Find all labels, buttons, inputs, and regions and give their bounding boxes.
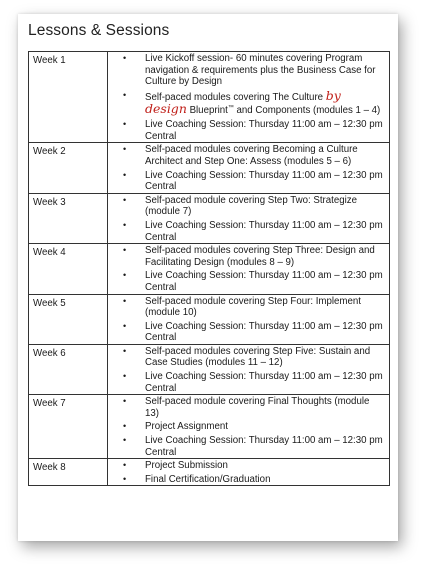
session-list: [108, 143, 389, 192]
bullet-icon: •: [123, 435, 127, 446]
week-content: [108, 244, 390, 294]
list-item: [123, 169, 385, 193]
list-item: [123, 473, 385, 486]
list-item: [123, 144, 385, 167]
week-label: Week 2: [29, 143, 108, 193]
item-text: Live Coaching Session: Thursday 11:00 am – 12:30 pm Central: [145, 435, 383, 458]
item-text: Self-paced modules covering Step Five: Sustain and Case Studies (modules 11 – 12): [145, 345, 371, 369]
lessons-table: [28, 51, 390, 486]
list-item: [123, 245, 385, 268]
week-label: Week 7: [29, 395, 108, 459]
table-row: [29, 193, 390, 243]
list-item: [123, 435, 385, 458]
bullet-icon: •: [123, 245, 127, 256]
bullet-icon: •: [123, 421, 127, 432]
session-list: [108, 52, 389, 142]
list-item: [123, 194, 385, 218]
session-list: [108, 459, 389, 485]
list-item: [123, 119, 385, 142]
week-content: [108, 193, 390, 243]
bullet-icon: •: [123, 270, 127, 281]
item-text: Live Coaching Session: Thursday 11:00 am – 12:30 pm Central: [145, 270, 383, 293]
session-list: [108, 244, 389, 293]
week-label: Week 8: [29, 459, 108, 486]
item-text: Self-paced module covering Step Four: Implement (module 10): [145, 295, 361, 319]
bullet-icon: •: [123, 89, 127, 100]
item-text: Live Coaching Session: Thursday 11:00 am – 12:30 pm Central: [145, 320, 383, 344]
list-item: [123, 421, 385, 433]
week-content: [108, 143, 390, 193]
item-text: and Components (modules 1 – 4): [233, 105, 381, 117]
bullet-icon: •: [123, 320, 127, 331]
item-text: Self-paced module covering Final Thoughts (module 13): [145, 396, 370, 419]
list-item: [123, 371, 385, 394]
bullet-icon: •: [123, 169, 127, 180]
list-item: [123, 295, 385, 319]
item-text: Live Coaching Session: Thursday 11:00 am – 12:30 pm Central: [145, 219, 383, 243]
week-label: Week 3: [29, 193, 108, 243]
item-text: Self-paced modules covering Becoming a Culture Architect and Step One: Assess (modules 5 – 6): [145, 144, 358, 167]
item-text: Live Kickoff session- 60 minutes covering Program navigation & requirements plus the Business Case for Culture by Design: [145, 53, 376, 88]
session-list: [108, 194, 389, 243]
session-list: [108, 345, 389, 394]
brand-script-text: by: [325, 87, 341, 103]
list-item: [123, 320, 385, 344]
document-page: [18, 14, 398, 541]
week-content: [108, 395, 390, 459]
list-item: [123, 53, 385, 88]
week-label: Week 6: [29, 344, 108, 394]
item-text: Self-paced modules covering The Culture: [145, 91, 326, 103]
bullet-icon: •: [123, 219, 127, 230]
week-content: [108, 52, 390, 143]
item-text: Self-paced module covering Step Two: Strategize (module 7): [145, 194, 357, 218]
week-label: Week 5: [29, 294, 108, 344]
item-text: Live Coaching Session: Thursday 11:00 am – 12:30 pm Central: [145, 169, 383, 193]
session-list: [108, 395, 389, 458]
list-item: [123, 87, 385, 117]
item-text: Project Assignment: [145, 421, 228, 433]
bullet-icon: •: [123, 53, 127, 63]
week-label: Week 4: [29, 244, 108, 294]
item-text: Blueprint: [186, 105, 228, 117]
bullet-icon: •: [123, 119, 127, 130]
table-row: [29, 52, 390, 143]
table-row: [29, 244, 390, 294]
table-row: [29, 143, 390, 193]
section-heading: Lessons & Sessions: [28, 22, 170, 39]
bullet-icon: •: [123, 295, 127, 306]
table-row: [29, 294, 390, 344]
item-text: Final Certification/Graduation: [145, 473, 271, 485]
week-label: Week 1: [29, 52, 108, 143]
item-text: Live Coaching Session: Thursday 11:00 am – 12:30 pm Central: [145, 119, 383, 142]
table-row: [29, 459, 390, 486]
week-content: [108, 344, 390, 394]
bullet-icon: •: [123, 473, 127, 484]
bullet-icon: •: [123, 371, 127, 382]
list-item: [123, 460, 385, 472]
trademark-symbol: ™: [227, 105, 234, 112]
bullet-icon: •: [123, 345, 127, 356]
table-row: [29, 395, 390, 459]
list-item: [123, 219, 385, 243]
list-item: [123, 396, 385, 419]
week-content: [108, 294, 390, 344]
week-content: [108, 459, 390, 486]
bullet-icon: •: [123, 396, 127, 407]
item-text: Live Coaching Session: Thursday 11:00 am – 12:30 pm Central: [145, 371, 383, 394]
bullet-icon: •: [123, 460, 127, 471]
item-text: Project Submission: [145, 460, 228, 472]
bullet-icon: •: [123, 194, 127, 205]
table-row: [29, 344, 390, 394]
list-item: [123, 270, 385, 293]
list-item: [123, 345, 385, 369]
item-text: Self-paced modules covering Step Three: Design and Facilitating Design (modules 8 – 9): [145, 245, 375, 268]
session-list: [108, 295, 389, 344]
bullet-icon: •: [123, 144, 127, 155]
brand-script-text: design: [145, 101, 187, 117]
